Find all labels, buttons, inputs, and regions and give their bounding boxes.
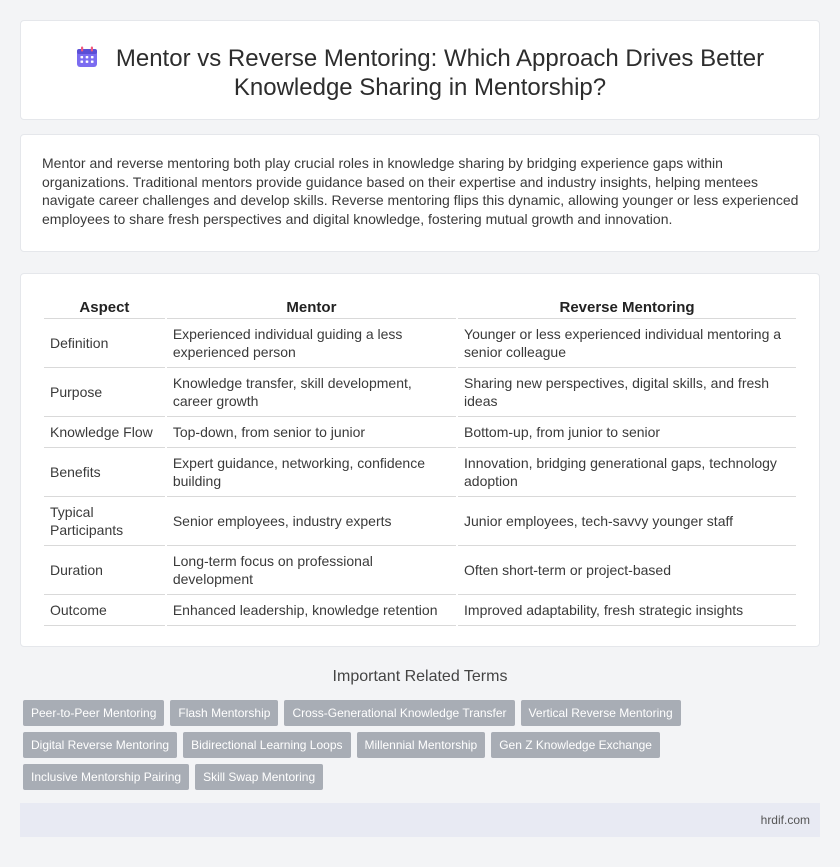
related-terms-tags (23, 700, 723, 796)
cell-aspect: Knowledge Flow (44, 417, 165, 448)
cell-reverse: Innovation, bridging generational gaps, technology adoption (458, 448, 796, 497)
tag-inclusive-mentorship-pairing[interactable]: Inclusive Mentorship Pairing (23, 764, 189, 790)
cell-reverse: Junior employees, tech-savvy younger staff (458, 497, 796, 546)
cell-mentor: Enhanced leadership, knowledge retention (167, 595, 456, 626)
page-title (21, 44, 819, 102)
comparison-table (42, 296, 798, 626)
cell-reverse: Younger or less experienced individual mentoring a senior colleague (458, 319, 796, 368)
tag-vertical-reverse-mentoring[interactable]: Vertical Reverse Mentoring (521, 700, 681, 726)
tag-row (23, 764, 723, 790)
table-header-row (44, 296, 796, 319)
header-reverse-mentoring: Reverse Mentoring (458, 296, 796, 319)
cell-mentor: Long-term focus on professional development (167, 546, 456, 595)
table-row (44, 368, 796, 417)
tag-row (23, 732, 723, 758)
comparison-card (20, 273, 820, 647)
table-row (44, 497, 796, 546)
cell-mentor: Expert guidance, networking, confidence building (167, 448, 456, 497)
title-line-2: Knowledge Sharing in Mentorship? (233, 74, 607, 101)
intro-paragraph: Mentor and reverse mentoring both play crucial roles in knowledge sharing by bridging experience gaps within organizations. Traditional mentors provide guidance based on their expertise and industry insights, helping mentees navigate career challenges and develop skills. Reverse mentoring flips this dynamic, allowing younger or less experienced employees to share fresh perspectives and digital knowledge, fostering mutual growth and innovation. (42, 155, 799, 227)
cell-aspect: Benefits (44, 448, 165, 497)
cell-reverse: Improved adaptability, fresh strategic insights (458, 595, 796, 626)
related-terms-title: Important Related Terms (332, 668, 508, 685)
table-row (44, 319, 796, 368)
table-row (44, 448, 796, 497)
cell-aspect: Purpose (44, 368, 165, 417)
title-line-1: Mentor vs Reverse Mentoring: Which Approach Drives Better (115, 45, 765, 72)
title-card (20, 20, 820, 120)
cell-aspect: Duration (44, 546, 165, 595)
tag-gen-z-knowledge-exchange[interactable]: Gen Z Knowledge Exchange (491, 732, 660, 758)
tag-bidirectional-learning-loops[interactable]: Bidirectional Learning Loops (183, 732, 350, 758)
calendar-icon (76, 46, 98, 68)
intro-card (20, 134, 820, 252)
cell-aspect: Definition (44, 319, 165, 368)
cell-mentor: Knowledge transfer, skill development, career growth (167, 368, 456, 417)
cell-reverse: Sharing new perspectives, digital skills, and fresh ideas (458, 368, 796, 417)
table-row (44, 546, 796, 595)
footer (20, 803, 820, 837)
tag-row (23, 700, 723, 726)
table-row (44, 595, 796, 626)
tag-flash-mentorship[interactable]: Flash Mentorship (170, 700, 278, 726)
tag-millennial-mentorship[interactable]: Millennial Mentorship (357, 732, 486, 758)
cell-reverse: Often short-term or project-based (458, 546, 796, 595)
tag-peer-to-peer-mentoring[interactable]: Peer-to-Peer Mentoring (23, 700, 164, 726)
tag-skill-swap-mentoring[interactable]: Skill Swap Mentoring (195, 764, 323, 790)
footer-site[interactable]: hrdif.com (760, 813, 810, 827)
header-mentor: Mentor (167, 296, 456, 319)
tag-cross-generational-knowledge-transfer[interactable]: Cross-Generational Knowledge Transfer (284, 700, 514, 726)
cell-mentor: Experienced individual guiding a less experienced person (167, 319, 456, 368)
cell-reverse: Bottom-up, from junior to senior (458, 417, 796, 448)
cell-mentor: Top-down, from senior to junior (167, 417, 456, 448)
tag-digital-reverse-mentoring[interactable]: Digital Reverse Mentoring (23, 732, 177, 758)
header-aspect: Aspect (44, 296, 165, 319)
cell-aspect: Typical Participants (44, 497, 165, 546)
cell-aspect: Outcome (44, 595, 165, 626)
cell-mentor: Senior employees, industry experts (167, 497, 456, 546)
table-row (44, 417, 796, 448)
